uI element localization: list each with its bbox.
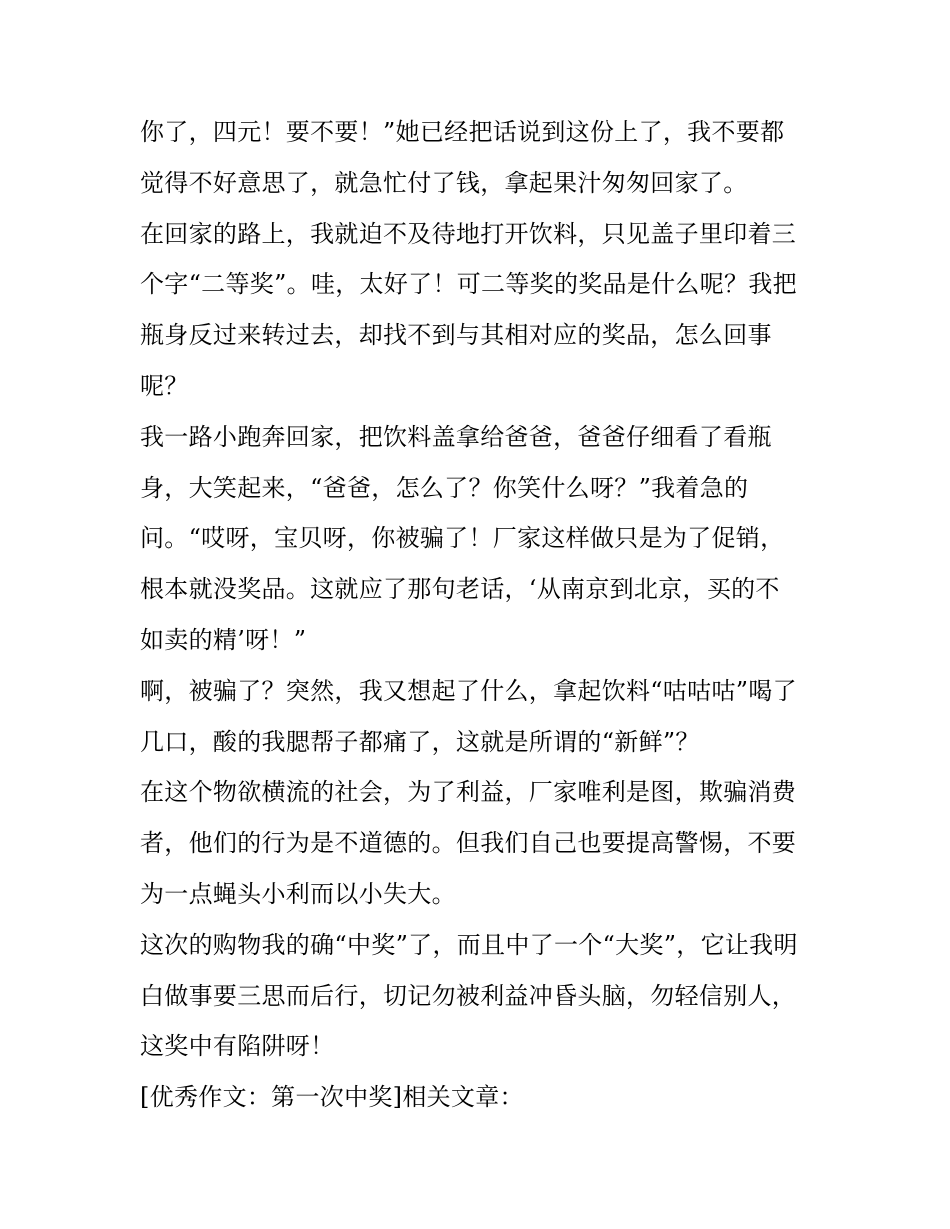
text-line: 问。“哎呀，宝贝呀，你被骗了！厂家这样做只是为了促销， [140,524,785,553]
text-line: 几口，酸的我腮帮子都痛了，这就是所谓的“新鲜”？ [140,727,700,756]
text-line: 白做事要三思而后行，切记勿被利益冲昏头脑，勿轻信别人， [140,981,797,1010]
text-line: 你了，四元！要不要！”她已经把话说到这份上了，我不要都 [140,118,785,146]
text-line: 在回家的路上，我就迫不及待地打开饮料，只见盖子里印着三 [140,219,797,248]
text-line: 在这个物欲横流的社会，为了利益，厂家唯利是图，欺骗消费 [140,778,797,807]
text-line: 觉得不好意思了，就急忙付了钱，拿起果汁匆匆回家了。 [140,168,748,197]
text-line: 身，大笑起来，“爸爸，怎么了？你笑什么呀？”我着急的 [140,473,749,502]
text-line: 我一路小跑奔回家，把饮料盖拿给爸爸，爸爸仔细看了看瓶 [140,422,772,451]
text-line: 根本就没奖品。这就应了那句老话，‘从南京到北京，买的不 [140,575,780,604]
document-body [140,107,820,1123]
text-line: 为一点蝇头小利而以小失大。 [140,879,456,908]
text-line: 这次的购物我的确“中奖”了，而且中了一个“大奖”，它让我明 [140,930,798,959]
related-articles-heading: [优秀作文：第一次中奖]相关文章： [140,1083,524,1112]
text-line: 瓶身反过来转过去，却找不到与其相对应的奖品，怎么回事 [140,321,772,350]
text-line: 呢？ [140,371,189,400]
text-line: 者，他们的行为是不道德的。但我们自己也要提高警惕，不要 [140,829,797,858]
text-line: 如卖的精’呀！” [140,625,307,654]
text-line: 这奖中有陷阱呀！ [140,1032,335,1061]
text-line: 个字“二等奖”。哇，太好了！可二等奖的奖品是什么呢？我把 [140,270,797,299]
text-line: 啊，被骗了？突然，我又想起了什么，拿起饮料“咕咕咕”喝了 [140,676,797,705]
